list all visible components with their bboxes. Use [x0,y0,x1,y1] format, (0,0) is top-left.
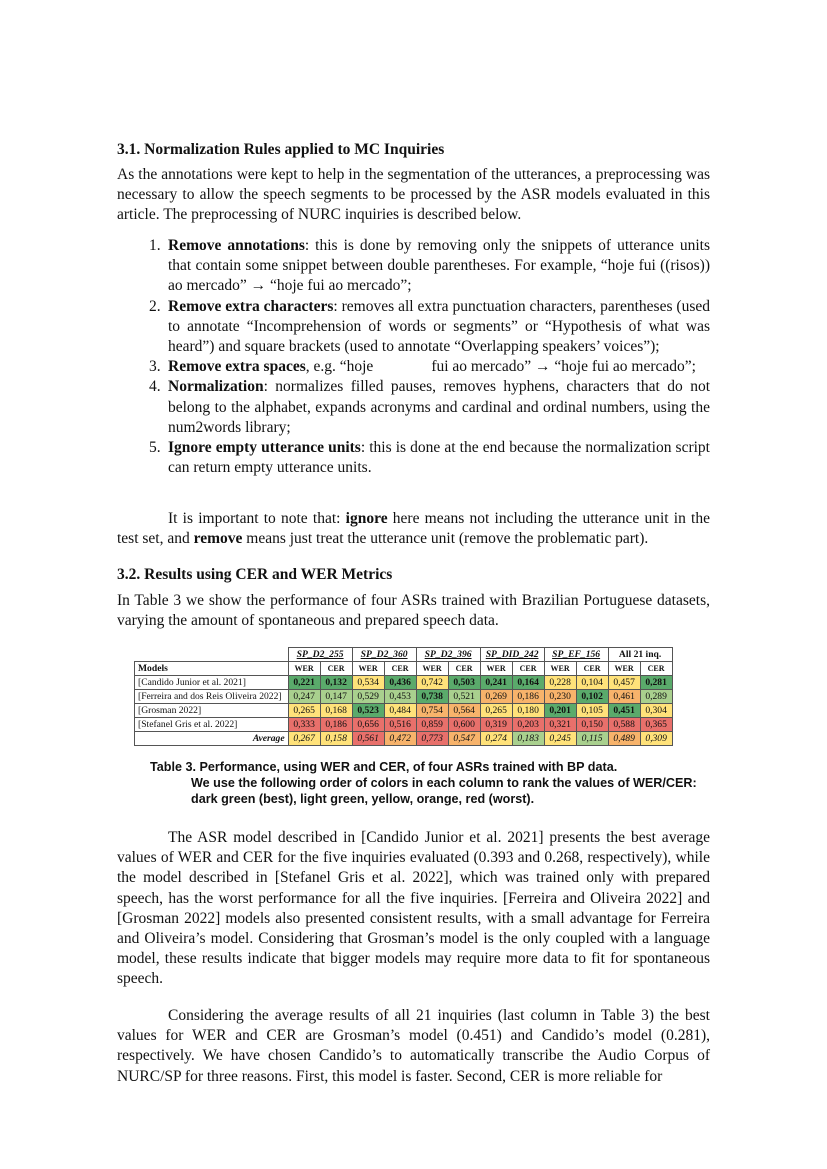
list-item [117,297,710,358]
metric-cell: 0,230 [544,690,576,704]
metric-cell: 0,588 [608,718,640,732]
table-row [135,718,673,732]
rule-text: : this is done by removing only the snippets of utterance units that contain some snippet between double parentheses. For example, “hoje fui ((risos)) ao mercado” → “hoje fui ao mercado”; [168,237,710,295]
metric-cell: 0,503 [448,676,480,690]
metric-cell: 0,228 [544,676,576,690]
cer-header: CER [320,662,352,676]
rule-term: Remove extra spaces [168,358,306,376]
metric-cell: 0,247 [288,690,320,704]
metric-cell: 0,203 [512,718,544,732]
discussion-paragraph-2: Considering the average results of all 21 inquiries (last column in Table 3) the best values for WER and CER are Grosman’s model (0.451) and Candido’s model (0.281), respectively. We have chosen Candido’s to automatically transcribe the Audio Corpus of NURC/SP for three reasons. First, this model is faster. Second, CER is more reliable for [117,1007,710,1085]
average-cell: 0,115 [576,732,608,746]
metric-cell: 0,436 [384,676,416,690]
cer-header: CER [640,662,672,676]
average-cell: 0,245 [544,732,576,746]
metric-cell: 0,321 [544,718,576,732]
metric-cell: 0,742 [416,676,448,690]
wer-header: WER [288,662,320,676]
cer-header: CER [384,662,416,676]
metric-cell: 0,319 [480,718,512,732]
metric-cell: 0,201 [544,704,576,718]
caption-line: We use the following order of colors in each column to rank the values of WER/CER: dark green (best), light green, yellow, orange, red (worst). [191,776,697,806]
metric-cell: 0,241 [480,676,512,690]
metric-cell: 0,104 [576,676,608,690]
list-number: 3. [149,358,161,376]
list-item [117,377,710,438]
wer-header: WER [352,662,384,676]
rule-text: : normalizes filled pauses, removes hyphens, characters that do not belong to the alphabet, expands acronyms and cardinal and ordinal numbers, using the num2words library; [168,378,710,436]
average-cell: 0,274 [480,732,512,746]
average-cell: 0,773 [416,732,448,746]
metric-cell: 0,265 [480,704,512,718]
average-cell: 0,489 [608,732,640,746]
group-header: SP_D2_360 [352,648,416,662]
list-item [117,438,710,478]
metric-cell: 0,168 [320,704,352,718]
metric-cell: 0,333 [288,718,320,732]
metric-cell: 0,150 [576,718,608,732]
metric-cell: 0,281 [640,676,672,690]
section-heading-normalization: 3.1. Normalization Rules applied to MC Inquiries [117,141,445,158]
table-row [135,704,673,718]
average-label: Average [135,732,289,746]
metric-cell: 0,265 [288,704,320,718]
results-table [134,647,673,746]
cer-header: CER [576,662,608,676]
model-name: [Stefanel Gris et al. 2022] [135,718,289,732]
ignore-remove-note: It is important to note that: ignore here means not including the utterance unit in the test set, and remove means just treat the utterance unit (remove the problematic part). [117,510,710,548]
table-sub-header [135,662,673,676]
metric-cell: 0,186 [512,690,544,704]
table-caption [150,759,710,807]
metric-cell: 0,523 [352,704,384,718]
rule-text: : removes all extra punctuation characters, parentheses (used to annotate “Incomprehension of words or segments” or “Hypothesis of what was heard”) and square brackets (used to annotate “Overlapping speakers’ voices”); [168,297,710,356]
metric-cell: 0,453 [384,690,416,704]
metric-cell: 0,534 [352,676,384,690]
rule-text: : this is done at the end because the normalization script can return empty utterance units. [168,439,710,477]
wer-header: WER [608,662,640,676]
list-number: 5. [149,439,161,457]
average-cell: 0,158 [320,732,352,746]
metric-cell: 0,304 [640,704,672,718]
metric-cell: 0,365 [640,718,672,732]
rule-term: Remove annotations [168,237,305,254]
average-cell: 0,472 [384,732,416,746]
rule-term: Ignore empty utterance units [168,439,361,457]
table-row [135,690,673,704]
model-name: [Grosman 2022] [135,704,289,718]
metric-cell: 0,461 [608,690,640,704]
table-row [135,676,673,690]
metric-cell: 0,516 [384,718,416,732]
group-header: All 21 inq. [608,648,672,662]
metric-cell: 0,289 [640,690,672,704]
table-group-header [135,648,673,662]
group-header: SP_D2_255 [288,648,352,662]
metric-cell: 0,738 [416,690,448,704]
group-header: SP_D2_396 [416,648,480,662]
metric-cell: 0,147 [320,690,352,704]
metric-cell: 0,529 [352,690,384,704]
metric-cell: 0,164 [512,676,544,690]
caption-line: Table 3. Performance, using WER and CER, of four ASRs trained with BP data. [150,760,618,774]
average-row [135,732,673,746]
metric-cell: 0,600 [448,718,480,732]
normalization-rules-list [117,236,710,478]
list-number: 2. [149,297,161,315]
section-heading-results: 3.2. Results using CER and WER Metrics [117,566,393,583]
list-item [117,357,710,377]
metric-cell: 0,180 [512,704,544,718]
average-cell: 0,547 [448,732,480,746]
metric-cell: 0,656 [352,718,384,732]
group-header: SP_DID_242 [480,648,544,662]
metric-cell: 0,132 [320,676,352,690]
metric-cell: 0,754 [416,704,448,718]
model-name: [Ferreira and dos Reis Oliveira 2022] [135,690,289,704]
rule-text: , e.g. “hoje [305,358,374,376]
wer-header: WER [544,662,576,676]
average-cell: 0,561 [352,732,384,746]
list-number: 1. [149,237,161,254]
metric-cell: 0,521 [448,690,480,704]
metric-cell: 0,186 [320,718,352,732]
rule-text: fui ao mercado” → “hoje fui ao mercado”; [431,358,696,376]
list-item [117,236,710,297]
wer-header: WER [416,662,448,676]
cer-header: CER [448,662,480,676]
group-header: SP_EF_156 [544,648,608,662]
average-cell: 0,309 [640,732,672,746]
metric-cell: 0,457 [608,676,640,690]
discussion-paragraph-1: The ASR model described in [Candido Junior et al. 2021] presents the best average values of WER and CER for the five inquiries evaluated (0.393 and 0.268, respectively), while the model described in [Stefanel Gris et al. 2022], which was trained only with prepared speech, has the worst performance for all the five inquiries. [Ferreira and Oliveira 2022] and [Grosman 2022] models also presented consistent results, with a small advantage for Ferreira and Oliveira’s model. Considering that Grosman’s model is the only coupled with a language model, these results indicate that bigger models may require more data to fit for spontaneous speech. [117,829,710,988]
average-cell: 0,183 [512,732,544,746]
list-number: 4. [149,378,161,396]
metric-cell: 0,859 [416,718,448,732]
metric-cell: 0,564 [448,704,480,718]
average-cell: 0,267 [288,732,320,746]
metric-cell: 0,269 [480,690,512,704]
metric-cell: 0,221 [288,676,320,690]
metric-cell: 0,105 [576,704,608,718]
models-header: Models [135,662,289,676]
rule-term: Normalization [168,378,264,396]
wer-header: WER [480,662,512,676]
table-corner [135,648,289,662]
normalization-intro: As the annotations were kept to help in the segmentation of the utterances, a preprocessing was necessary to allow the speech segments to be processed by the ASR models evaluated in this article. The preprocessing of NURC inquiries is described below. [117,166,710,224]
metric-cell: 0,102 [576,690,608,704]
results-intro: In Table 3 we show the performance of four ASRs trained with Brazilian Portuguese datasets, varying the amount of spontaneous and prepared speech data. [117,592,710,630]
model-name: [Candido Junior et al. 2021] [135,676,289,690]
cer-header: CER [512,662,544,676]
metric-cell: 0,484 [384,704,416,718]
rule-term: Remove extra characters [168,297,334,315]
metric-cell: 0,451 [608,704,640,718]
